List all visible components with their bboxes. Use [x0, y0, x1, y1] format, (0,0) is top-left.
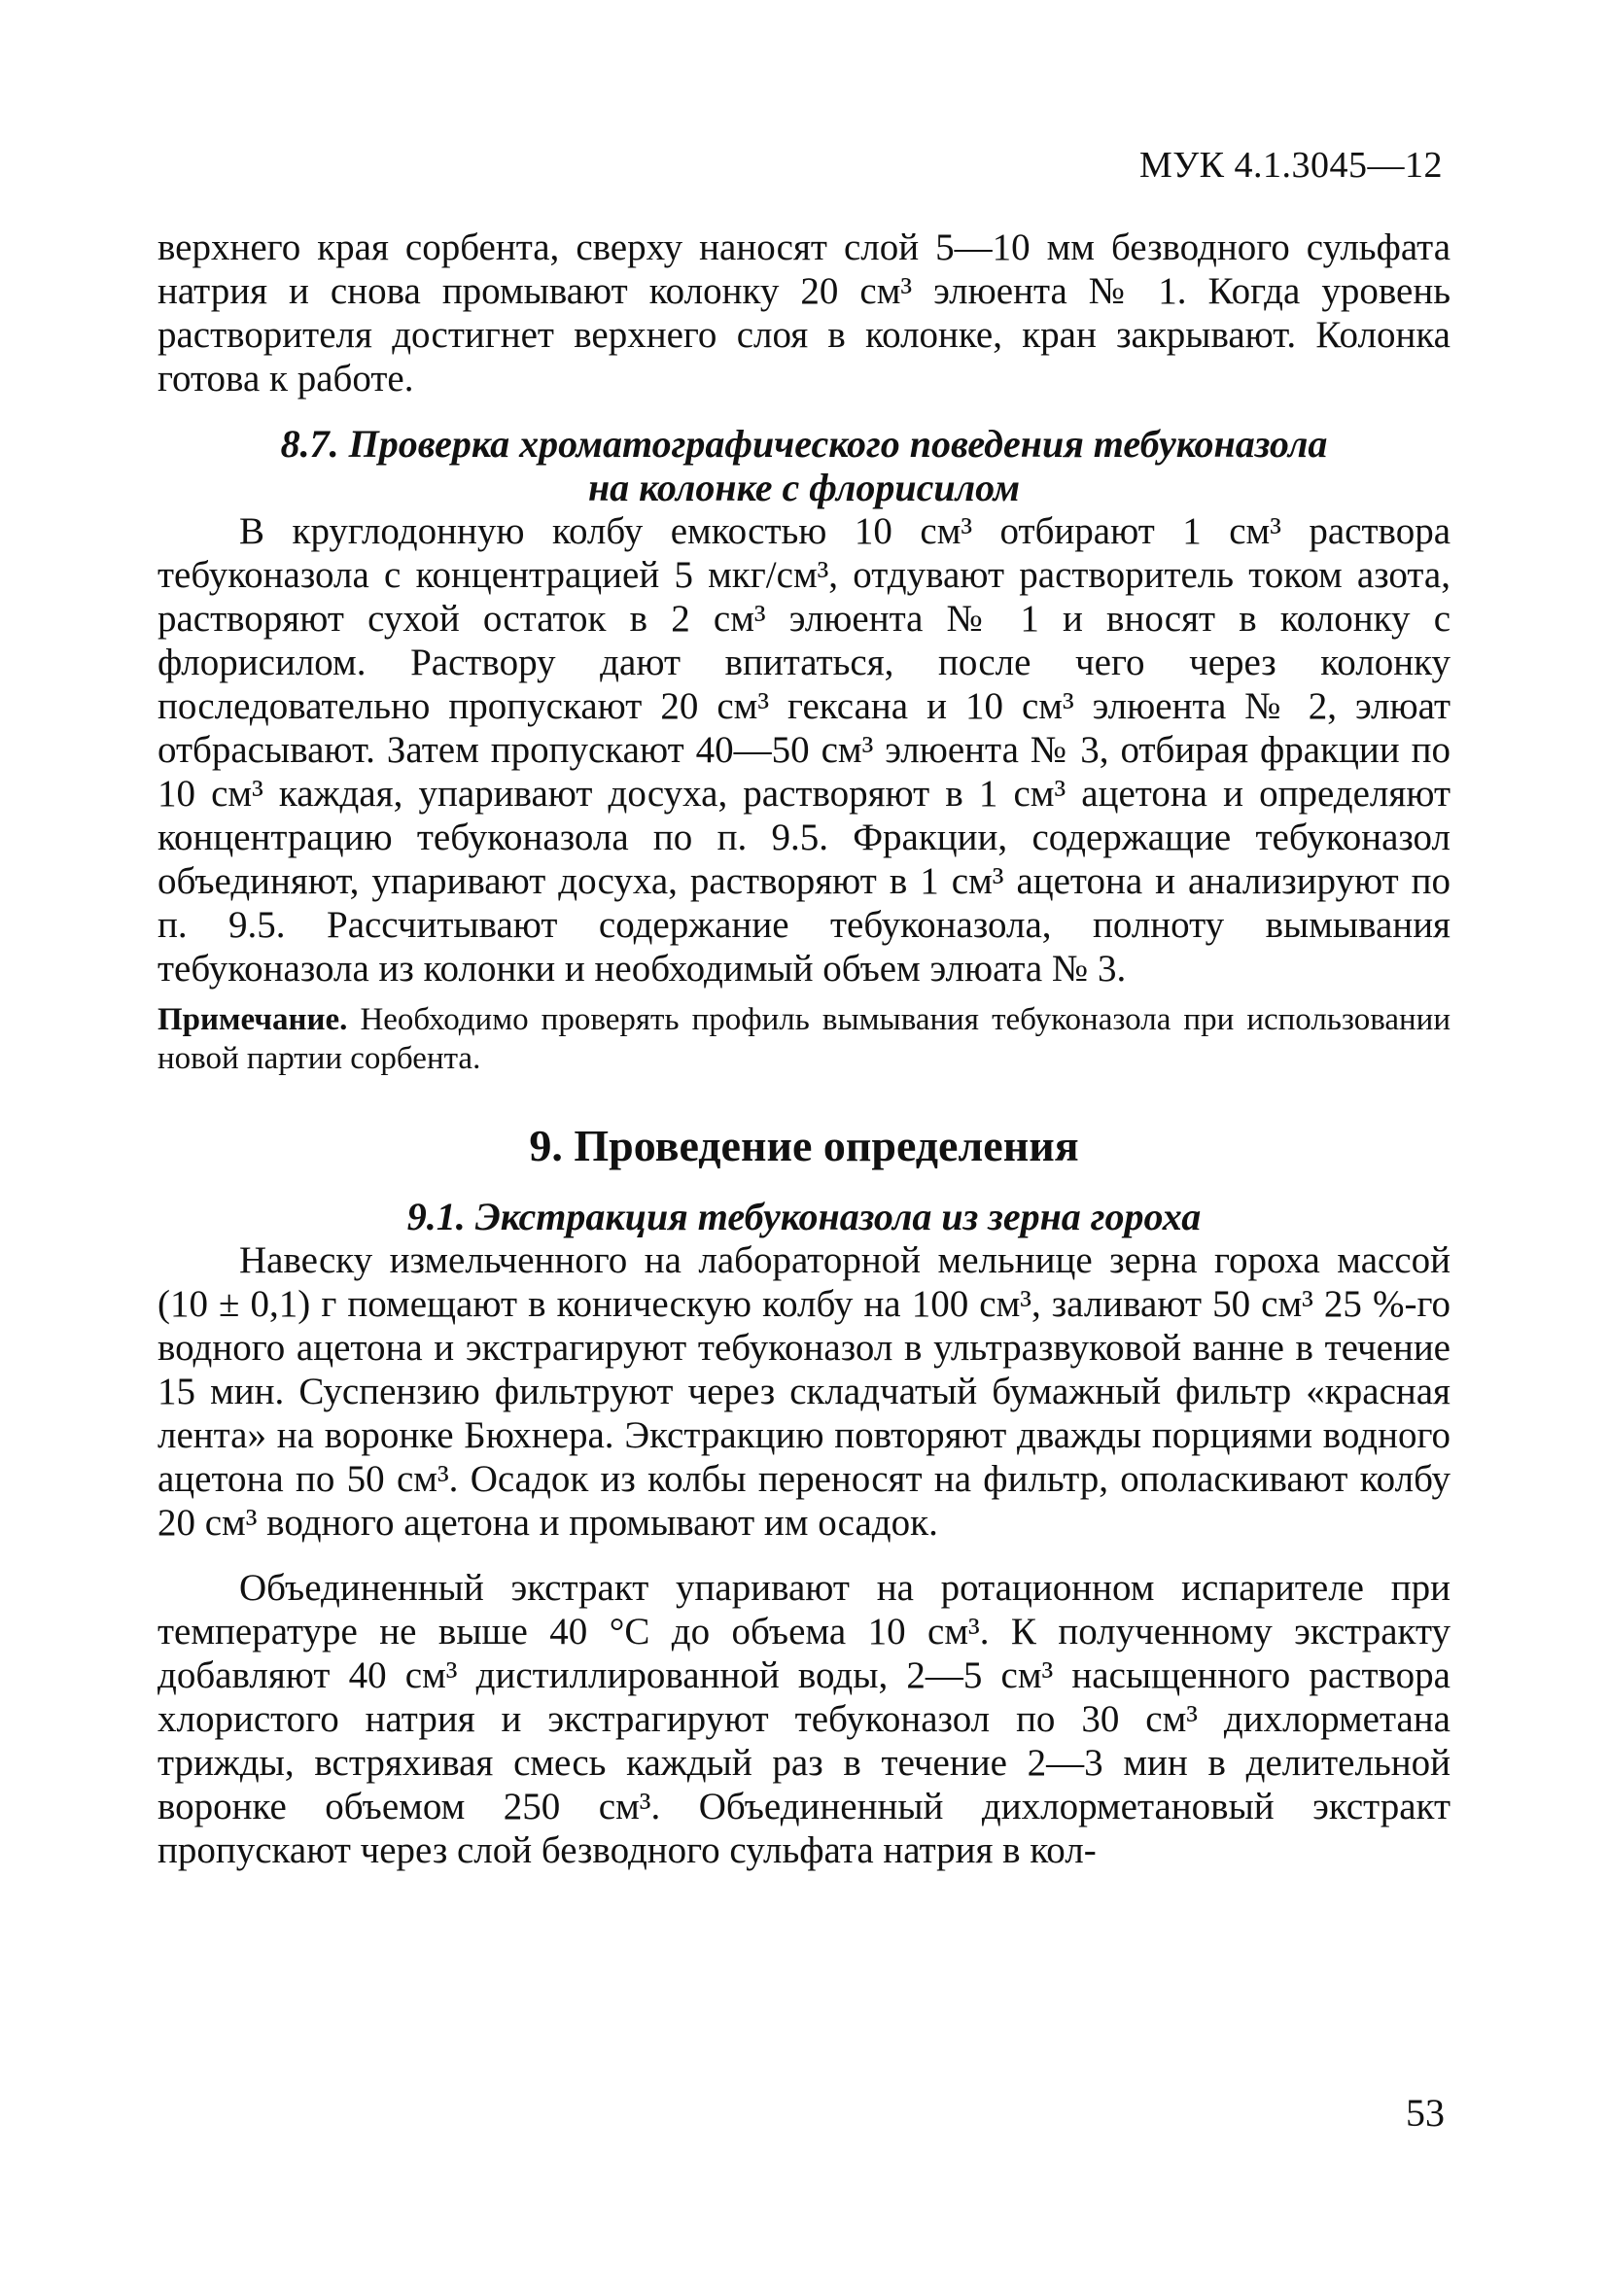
paragraph-combined-extract: Объединенный экстракт упаривают на ротационном испарителе при температуре не выше 40 °С до объема 10 см³. К полученному экстракту добавляют 40 см³ дистиллированной воды, 2—5 см³ насыщенного раствора хлористого натрия и экстрагируют тебуконазол по 30 см³ дихлорметана трижды, встряхивая смесь каждый раз в течение 2—3 мин в делительной воронке объемом 250 см³. Объединенный дихлорметановый экстракт пропускают через слой безводного сульфата натрия в кол-	[157, 1567, 1451, 1871]
subsection-heading-8-7-line-2: на колонке с флорисилом	[587, 466, 1021, 509]
paragraph-extraction: Навеску измельченного на лабораторной мельнице зерна гороха массой (10 ± 0,1) г помещают в коническую колбу на 100 см³, заливают 50 см³ 25 %-го водного ацетона и экстрагируют тебуконазол в ультразвуковой ванне в течение 15 мин. Суспензию фильтруют через складчатый бумажный фильтр «красная лента» на воронке Бюхнера. Экстракцию повторяют дважды порциями водного ацетона по 50 см³. Осадок из колбы переносят на фильтр, ополаскивают колбу 20 см³ водного ацетона и промывают им осадок.	[157, 1239, 1451, 1544]
page-number: 53	[1406, 2091, 1445, 2135]
document-code: МУК 4.1.3045—12	[1138, 145, 1443, 186]
subsection-heading-8-7-line-1: 8.7. Проверка хроматографического поведения тебуконазола	[280, 422, 1328, 466]
paragraph-chromatography-check: В круглодонную колбу емкостью 10 см³ отбирают 1 см³ раствора тебуконазола с концентрацией 5 мкг/см³, отдувают растворитель током азота, растворяют сухой остаток в 2 см³ элюента № 1 и вносят в колонку с флорисилом. Раствору дают впитаться, после чего через колонку последовательно пропускают 20 см³ гексана и 10 см³ элюента № 2, элюат отбрасывают. Затем пропускают 40—50 см³ элюента № 3, отбирая фракции по 10 см³ каждая, упаривают досуха, растворяют в 1 см³ ацетона и определяют концентрацию тебуконазола по п. 9.5. Фракции, содержащие тебуконазол объединяют, упаривают досуха, растворяют в 1 см³ ацетона и анализируют по п. 9.5. Рассчитывают содержание тебуконазола, полноту вымывания тебуконазола из колонки и необходимый объем элюата № 3.	[157, 510, 1451, 990]
section-heading-9: 9. Проведение определения	[529, 1121, 1079, 1170]
page-content	[157, 226, 1451, 1872]
subsection-heading-9-1: 9.1. Экстракция тебуконазола из зерна гороха	[406, 1195, 1202, 1238]
note-text: Необходимо проверять профиль вымывания тебуконазола при использовании новой партии сорбента.	[157, 1002, 1451, 1076]
paragraph-continuation: верхнего края сорбента, сверху наносят слой 5—10 мм безводного сульфата натрия и снова промывают колонку 20 см³ элюента № 1. Когда уровень растворителя достигнет верхнего слоя в колонке, кран закрывают. Колонка готова к работе.	[157, 226, 1451, 400]
note	[157, 1000, 1451, 1078]
note-label: Примечание.	[157, 1002, 348, 1037]
